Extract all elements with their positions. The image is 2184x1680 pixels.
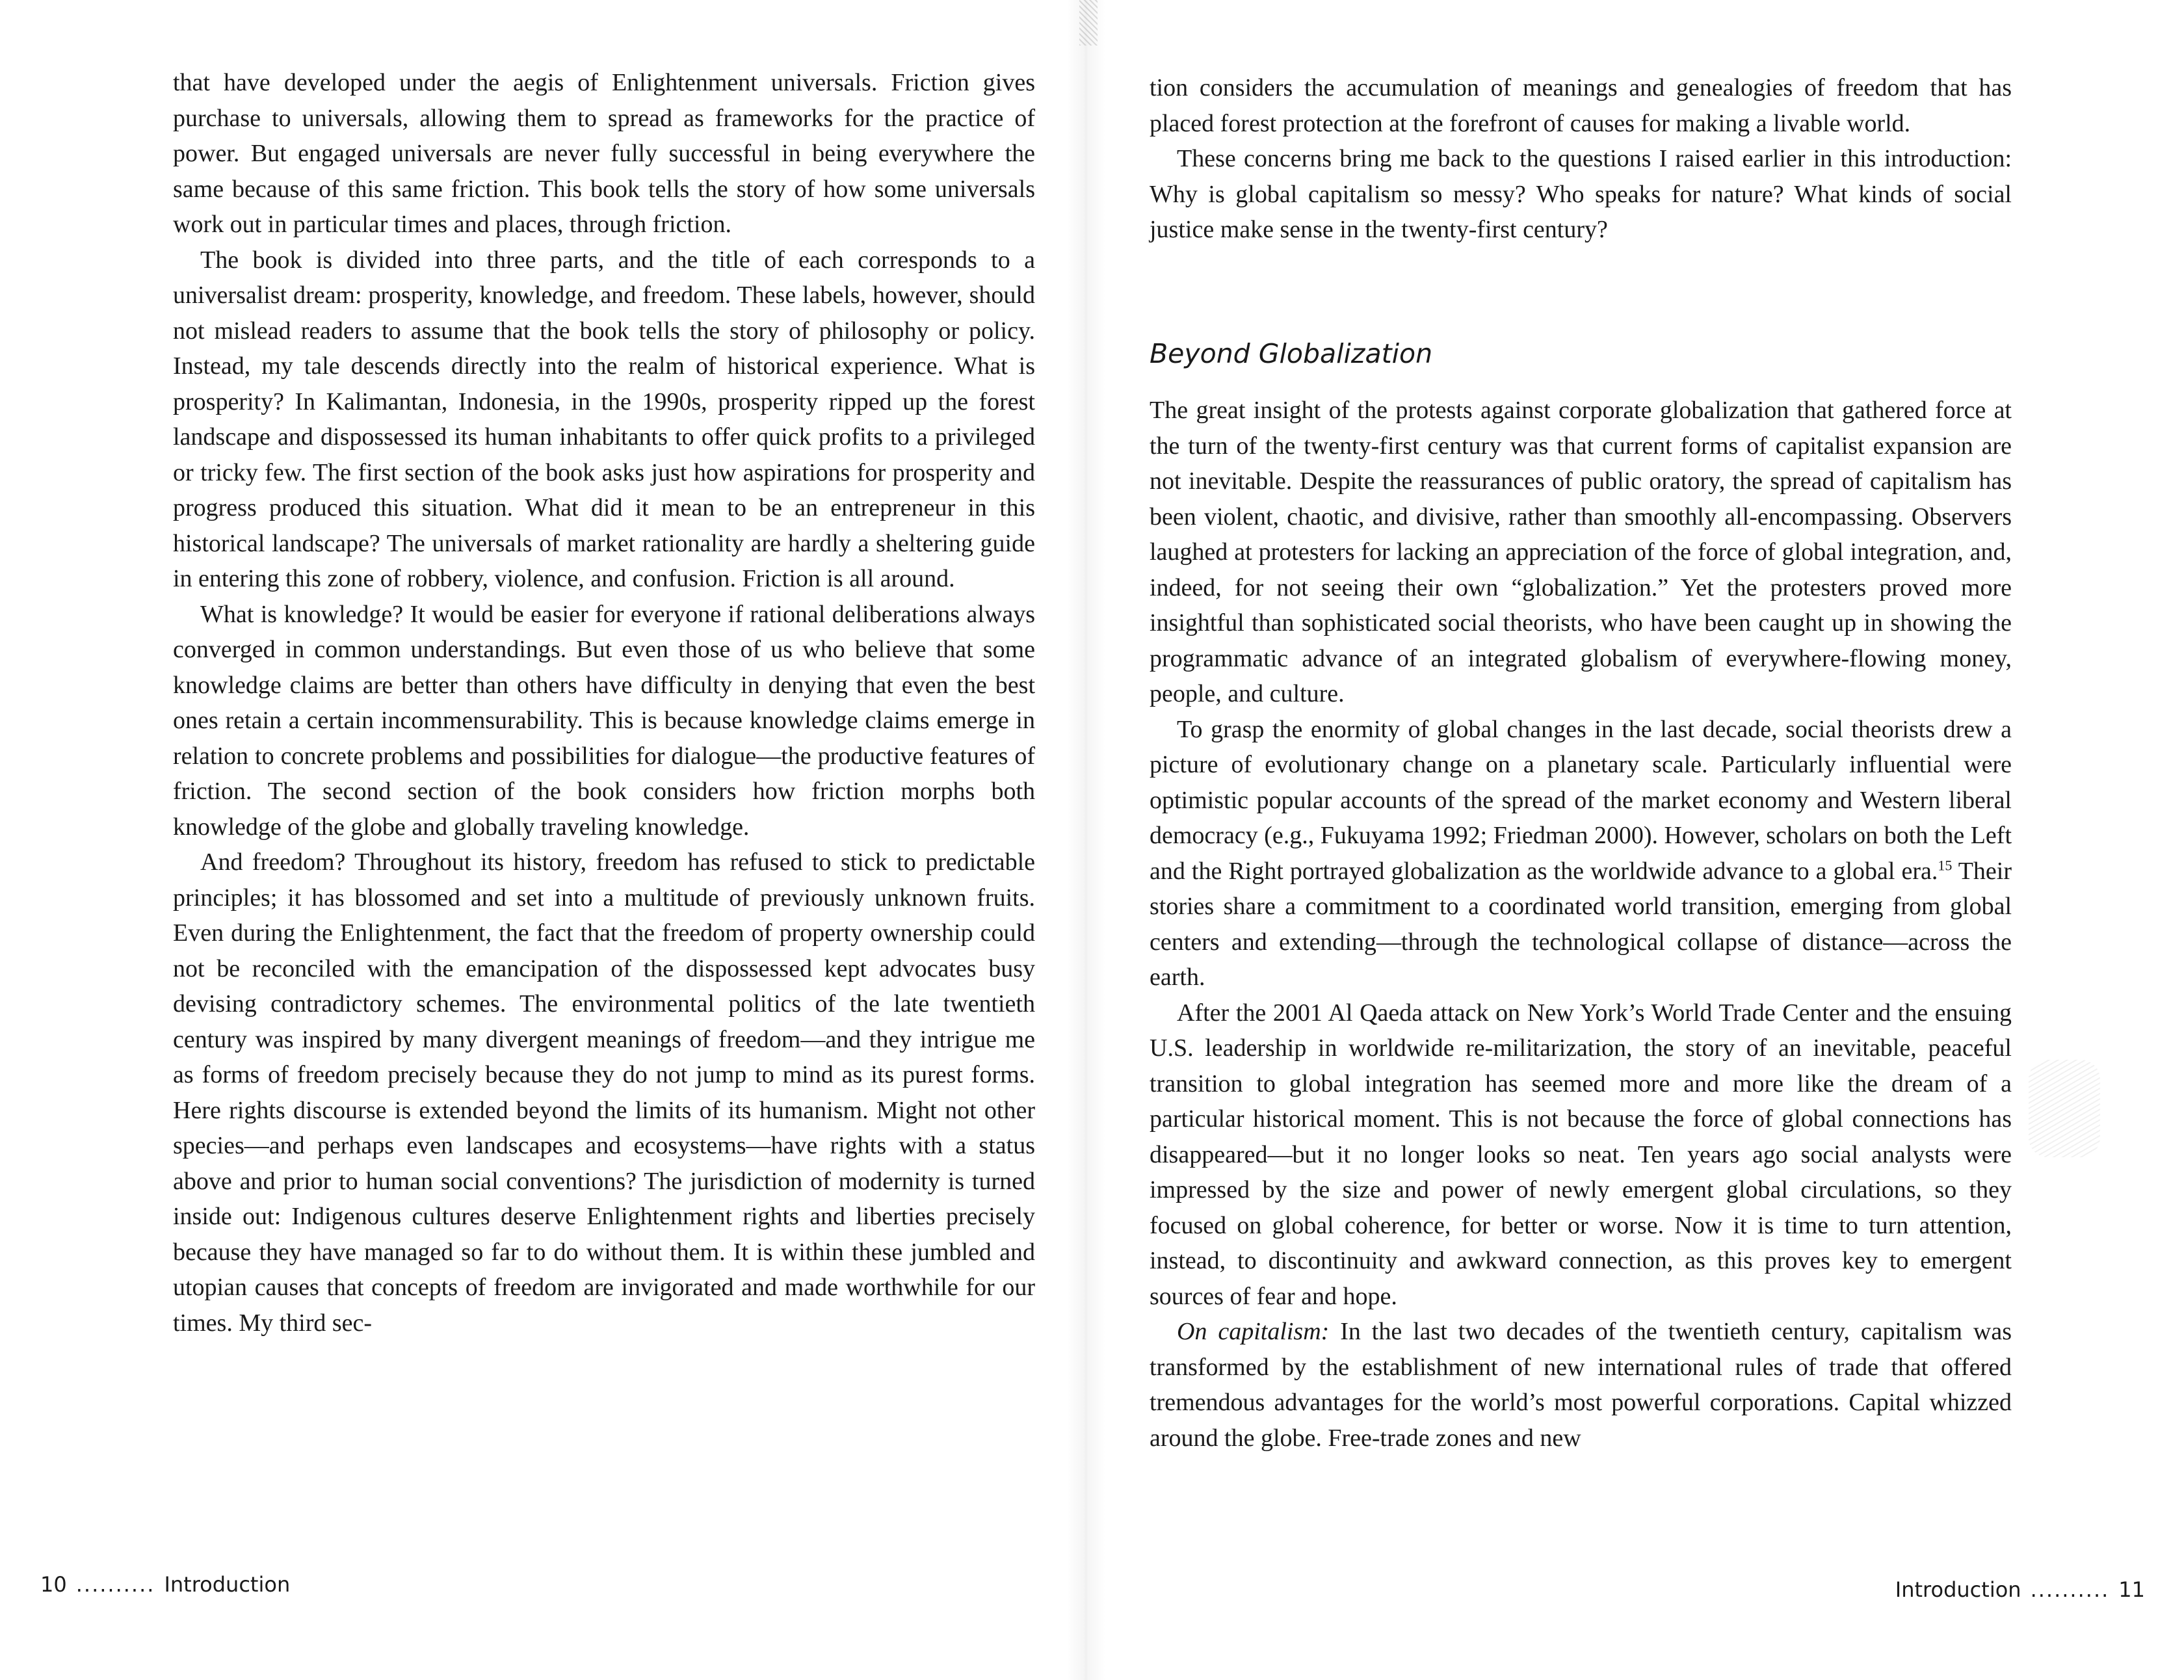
right-page-main-body: [1150, 393, 2012, 1456]
paragraph: And freedom? Throughout its history, freedom has refused to stick to predictable principles; it has blossomed and set into a multitude of previously unknown fruits. Even during the Enlightenment, the fact that the freedom of property ownership could not be reconciled with the emancipation of the dispossessed kept advocates busy devising contradictory schemes. The environmental politics of the late twentieth century was inspired by many divergent meanings of freedom—and they intrigue me as forms of freedom precisely because they do not jump to mind as its purest forms. Here rights discourse is extended beyond the limits of its humanism. Might not other species—and perhaps even landscapes and ecosystems—have rights with a status above and prior to human social conventions? The jurisdiction of modernity is turned inside out: Indigenous cultures deserve Enlightenment rights and liberties precisely because they have managed so far to do without them. It is within these jumbled and utopian causes that concepts of freedom are invigorated and made worthwhile for our times. My third sec-: [173, 848, 1035, 1337]
paragraph: These concerns bring me back to the questions I raised earlier in this introduction: Why is global capitalism so messy? Who speaks for nature? What kinds of social justice make sense in the twenty-first century?: [1150, 145, 2012, 243]
left-page-footer: [40, 1572, 290, 1597]
paragraph: After the 2001 Al Qaeda attack on New York’s World Trade Center and the ensuing U.S. leadership in worldwide re-militarization, the story of an inevitable, peaceful transition to global integration has seemed more and more like the dream of a particular historical moment. This is not because the force of global connections has disappeared—but it no longer looks so neat. Ten years ago social analysts were impressed by the size and power of newly emergent global circulations, so they focused on global coherence, for better or worse. Now it is time to turn attention, instead, to discontinuity and awkward connection, as this proves key to emergent sources of fear and hope.: [1150, 999, 2012, 1310]
paragraph: that have developed under the aegis of Enlightenment universals. Friction gives purchase to universals, allowing them to spread as frameworks for the practice of power. But engaged universals are never fully successful in being everywhere the same because of this same friction. This book tells the story of how some universals work out in particular times and places, through friction.: [173, 69, 1035, 238]
paragraph-text: Their stories share a commitment to a coordinated world transition, emerging from global centers and extending—through the technological collapse of distance—across the earth.: [1150, 857, 2012, 991]
paragraph: [1150, 712, 2012, 995]
running-head: Introduction: [164, 1572, 291, 1597]
paragraph: tion considers the accumulation of meanings and genealogies of freedom that has placed forest protection at the forefront of causes for making a livable world.: [1150, 74, 2012, 137]
page-number: 10: [40, 1572, 67, 1597]
footnote-marker[interactable]: 15: [1938, 856, 1953, 873]
leader-dots: ..........: [75, 1572, 155, 1597]
scan-artifact: [2029, 1060, 2100, 1157]
paragraph-text: In the last two decades of the twentieth century, capitalism was transformed by the establishment of new international rules of trade that offered tremendous advantages for the world’s most powerful corporations. Capital whizzed around the globe. Free-trade zones and new: [1150, 1318, 2012, 1452]
left-page-body: [173, 65, 1035, 1341]
page-number: 11: [2118, 1577, 2145, 1602]
paragraph-text: To grasp the enormity of global changes in the last decade, social theorists drew a picture of evolutionary change on a planetary scale. Particularly influential were optimistic popular accounts of the spread of the market economy and Western liberal democracy (e.g., Fukuyama 1992; Friedman 2000). However, scholars on both the Left and the Right portrayed globalization as the worldwide advance to a global era.: [1150, 715, 2012, 885]
leader-dots: ..........: [2030, 1577, 2110, 1602]
left-page: [0, 0, 1086, 1680]
paragraph: What is knowledge? It would be easier for everyone if rational deliberations always converged in common understandings. But even those of us who believe that some knowledge claims are better than others have difficulty in denying that even the best ones retain a certain incommensurability. This is because knowledge claims emerge in relation to concrete problems and possibilities for dialogue—the productive features of friction. The second section of the book considers how friction morphs both knowledge of the globe and globally traveling knowledge.: [173, 600, 1035, 841]
right-page-top-body: [1150, 70, 2012, 248]
paragraph: The book is divided into three parts, and the title of each corresponds to a universalist dream: prosperity, knowledge, and freedom. These labels, however, should not mislead readers to assume that the book tells the story of philosophy or policy. Instead, my tale descends directly into the realm of historical experience. What is prosperity? In Kalimantan, Indonesia, in the 1990s, prosperity ripped up the forest landscape and dispossessed its human inhabitants to offer quick profits to a privileged or tricky few. The first section of the book asks just how aspirations for prosperity and progress produced this situation. What did it mean to be an entrepreneur in this historical landscape? The universals of market rationality are hardly a sheltering guide in entering this zone of robbery, violence, and confusion. Friction is all around.: [173, 246, 1035, 592]
paragraph: [1150, 1314, 2012, 1456]
run-in-heading: On capitalism:: [1177, 1318, 1330, 1345]
paragraph: The great insight of the protests against corporate globalization that gathered force at the turn of the twenty-first century was that current forms of capitalist expansion are not inevitable. Despite the reassurances of public oratory, the spread of capitalism has been violent, chaotic, and divisive, rather than smoothly all-encompassing. Observers laughed at protesters for lacking an appreciation of the force of global integration, and, indeed, for not seeing their own “globalization.” Yet the protesters proved more insightful than sophisticated social theorists, who have been caught up in showing the programmatic advance of an integrated globalism of everywhere-flowing money, people, and culture.: [1150, 397, 2012, 707]
right-page-footer: [1895, 1577, 2145, 1602]
section-heading: Beyond Globalization: [1150, 338, 1433, 369]
running-head: Introduction: [1895, 1577, 2021, 1602]
